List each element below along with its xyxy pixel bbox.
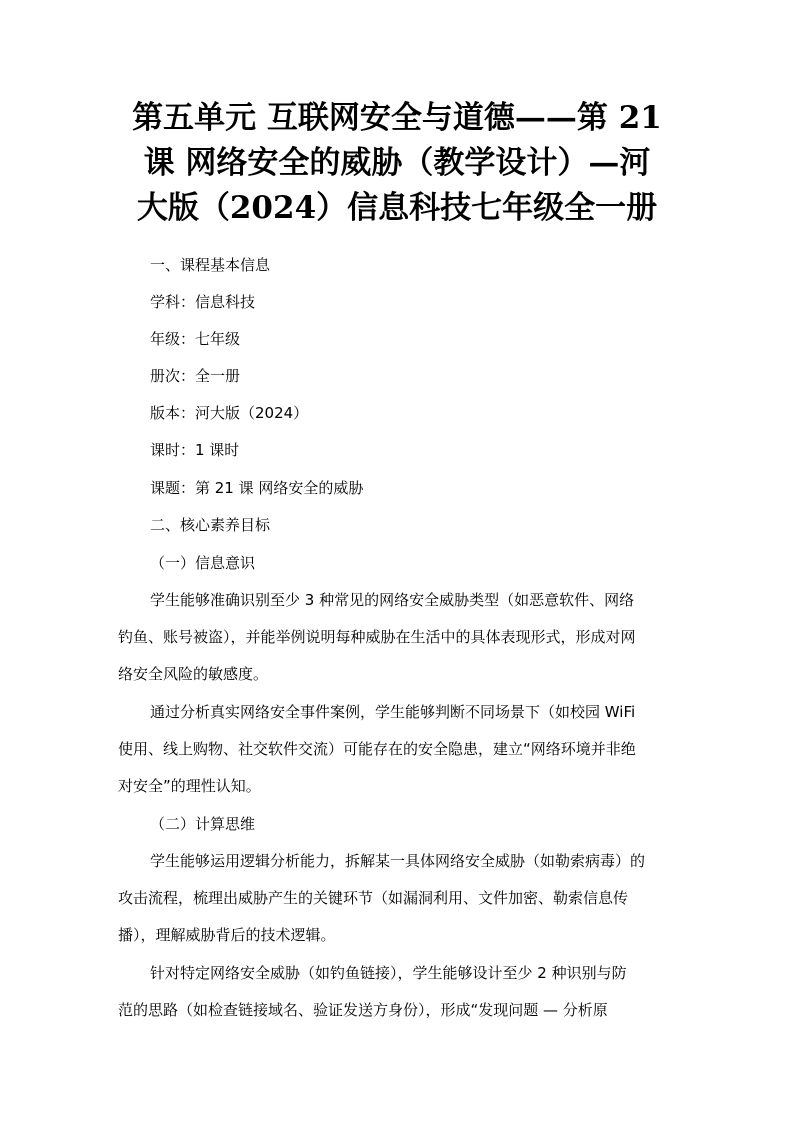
info-volume: 册次：全一册 [150,367,241,385]
info-edition: 版本：河大版（2024） [150,404,309,422]
paragraph-1-line-2: 钓鱼、账号被盗），并能举例说明每种威胁在生活中的具体表现形式，形成对网 [118,628,636,646]
paragraph-1-line-3: 络安全风险的敏感度。 [118,665,269,683]
paragraph-4-line-2: 范的思路（如检查链接域名、验证发送方身份），形成“发现问题 — 分析原 [118,1001,608,1019]
info-grade: 年级：七年级 [150,330,241,348]
title-line-1: 第五单元 互联网安全与道德——第 21 [132,100,662,136]
paragraph-2-line-1: 通过分析真实网络安全事件案例，学生能够判断不同场景下（如校园 WiFi [150,703,636,721]
paragraph-2-line-3: 对安全”的理性认知。 [118,777,261,795]
section-heading-core-goals: 二、核心素养目标 [150,516,271,534]
paragraph-1-line-1: 学生能够准确识别至少 3 种常见的网络安全威胁类型（如恶意软件、网络 [150,591,635,609]
info-subject: 学科：信息科技 [150,293,256,311]
title-line-2: 课 网络安全的威胁（教学设计）—河 [143,145,651,181]
title-line-3: 大版（2024）信息科技七年级全一册 [136,190,658,226]
paragraph-4-line-1: 针对特定网络安全威胁（如钓鱼链接），学生能够设计至少 2 种识别与防 [150,964,627,982]
paragraph-2-line-2: 使用、线上购物、社交软件交流）可能存在的安全隐患，建立“网络环境并非绝 [118,740,636,758]
document-title [108,96,686,231]
subheading-information-awareness: （一）信息意识 [150,554,256,572]
paragraph-3-line-2: 攻击流程，梳理出威胁产生的关键环节（如漏洞利用、文件加密、勒索信息传 [118,889,629,907]
info-hours: 课时：1 课时 [150,441,240,459]
section-heading-basic-info: 一、课程基本信息 [150,256,271,274]
info-topic: 课题：第 21 课 网络安全的威胁 [150,479,364,497]
paragraph-3-line-1: 学生能够运用逻辑分析能力，拆解某一具体网络安全威胁（如勒索病毒）的 [150,852,646,870]
subheading-computational-thinking: （二）计算思维 [150,815,256,833]
paragraph-3-line-3: 播），理解威胁背后的技术逻辑。 [118,926,336,944]
